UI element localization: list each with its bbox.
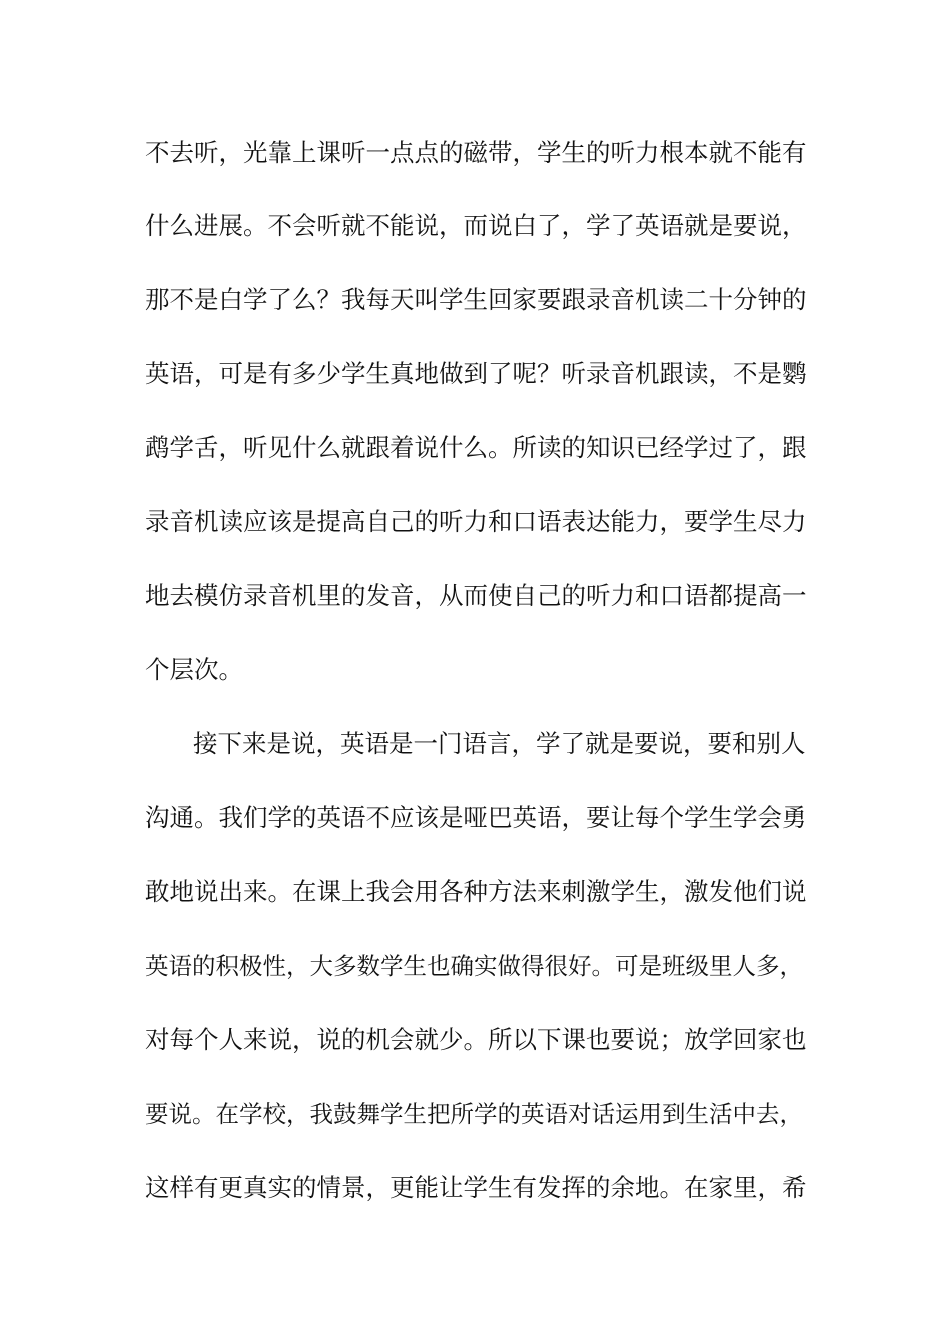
text-line: 什么进展。不会听就不能说，而说白了，学了英语就是要说，: [145, 211, 807, 240]
text-line: 这样有更真实的情景，更能让学生有发挥的余地。在家里，希: [145, 1173, 807, 1202]
text-line: 不去听，光靠上课听一点点的磁带，学生的听力根本就不能有: [145, 138, 807, 167]
text-line: 沟通。我们学的英语不应该是哑巴英语，要让每个学生学会勇: [145, 803, 807, 832]
text-line: 地去模仿录音机里的发音，从而使自己的听力和口语都提高一: [145, 581, 807, 610]
text-line: 对每个人来说，说的机会就少。所以下课也要说；放学回家也: [145, 1025, 807, 1054]
text-line: 要说。在学校，我鼓舞学生把所学的英语对话运用到生活中去，: [145, 1100, 803, 1128]
text-line: 鹉学舌，听见什么就跟着说什么。所读的知识已经学过了，跟: [145, 433, 807, 462]
paragraph-first-line: 接下来是说，英语是一门语言，学了就是要说，要和别人: [193, 729, 806, 758]
text-line: 敢地说出来。在课上我会用各种方法来刺激学生，激发他们说: [145, 877, 807, 906]
text-line: 录音机读应该是提高自己的听力和口语表达能力，要学生尽力: [145, 507, 807, 536]
text-line: 那不是白学了么？我每天叫学生回家要跟录音机读二十分钟的: [145, 285, 807, 314]
text-line: 个层次。: [145, 655, 243, 684]
text-line: 英语的积极性，大多数学生也确实做得很好。可是班级里人多，: [145, 952, 803, 980]
text-line: 英语，可是有多少学生真地做到了呢？听录音机跟读，不是鹦: [145, 359, 807, 388]
